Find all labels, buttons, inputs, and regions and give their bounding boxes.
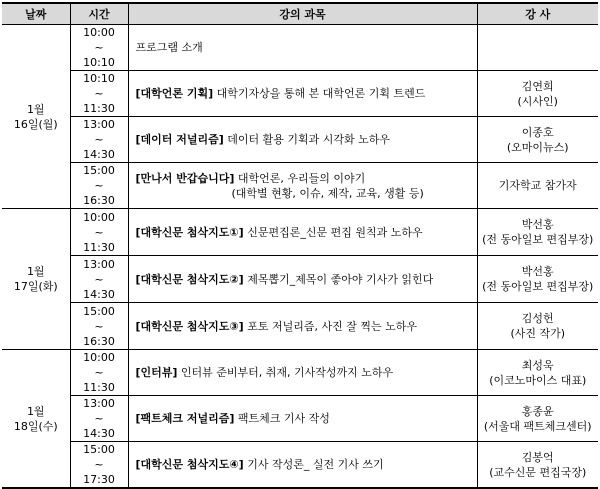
time-separator: ~ — [94, 179, 104, 192]
time-start: 10:00 — [83, 26, 115, 39]
course-tag: [대학언론 기획] — [135, 87, 214, 100]
time-separator: ~ — [94, 458, 104, 471]
header-time: 시간 — [70, 3, 128, 25]
course-cell — [128, 71, 477, 117]
instructor-name: 박선홍 — [521, 218, 554, 231]
instructor-name: 김봉억 — [521, 450, 554, 464]
schedule-table — [2, 2, 598, 489]
date-cell — [2, 350, 70, 489]
session-row — [2, 396, 598, 442]
course-tag: [만나서 반갑습니다] — [135, 171, 235, 185]
course-cell — [128, 396, 477, 442]
course-cell — [128, 117, 477, 163]
session-row — [2, 303, 598, 350]
time-start: 10:00 — [83, 351, 115, 364]
instructor-affiliation: (교수신문 편집국장) — [489, 465, 587, 479]
course-cell — [128, 350, 477, 396]
header-date: 날짜 — [2, 3, 70, 25]
instructor-affiliation: (시사인) — [517, 94, 558, 108]
header-instructor: 강 사 — [477, 3, 598, 25]
instructor-name: 기자학교 참가자 — [498, 179, 577, 192]
time-end: 16:30 — [83, 334, 115, 348]
instructor-cell — [477, 25, 598, 71]
time-cell — [70, 163, 128, 209]
time-cell — [70, 256, 128, 303]
header-course: 강의 과목 — [128, 3, 477, 25]
time-separator: ~ — [94, 225, 104, 239]
date-line-day: 16일(월) — [13, 117, 58, 131]
session-row — [2, 442, 598, 489]
header-row — [2, 3, 598, 25]
time-separator: ~ — [94, 133, 104, 146]
instructor-name: 박선홍 — [521, 265, 554, 278]
course-tag: [대학신문 첨삭지도①] — [135, 225, 244, 239]
time-cell — [70, 117, 128, 163]
time-start: 15:00 — [83, 304, 115, 318]
date-cell — [2, 25, 70, 209]
time-end: 11:30 — [83, 240, 115, 254]
time-end: 16:30 — [83, 194, 115, 207]
instructor-cell — [477, 396, 598, 442]
instructor-affiliation: (전 동아일보 편집부장) — [482, 280, 594, 293]
instructor-cell — [477, 71, 598, 117]
instructor-cell — [477, 442, 598, 489]
course-title: 대학기자상을 통해 본 대학언론 기획 트렌드 — [213, 87, 426, 100]
schedule-body — [2, 25, 598, 489]
session-row — [2, 163, 598, 209]
time-start: 10:00 — [83, 210, 115, 224]
time-end: 14:30 — [83, 287, 115, 301]
time-end: 14:30 — [83, 148, 115, 161]
time-cell — [70, 350, 128, 396]
instructor-affiliation: (서울대 팩트체크센터) — [483, 419, 592, 433]
time-separator: ~ — [94, 319, 104, 333]
course-tag: [인터뷰] — [135, 366, 178, 379]
course-tag: [팩트체크 저널리즘] — [135, 412, 235, 425]
instructor-cell — [477, 303, 598, 350]
course-subtitle: (대학별 현황, 이슈, 제작, 교육, 생활 등) — [231, 186, 424, 200]
time-cell — [70, 442, 128, 489]
instructor-cell — [477, 163, 598, 209]
time-separator: ~ — [94, 366, 104, 379]
time-start: 13:00 — [83, 257, 115, 271]
time-separator: ~ — [94, 272, 104, 286]
course-title: 포토 저널리즘, 사진 잘 찍는 노하우 — [243, 319, 417, 333]
instructor-name: 홍종윤 — [521, 404, 554, 418]
course-title: 팩트체크 기사 작성 — [234, 412, 330, 425]
instructor-name: 김성헌 — [521, 312, 554, 325]
course-cell — [128, 442, 477, 489]
session-row — [2, 209, 598, 256]
time-end: 10:10 — [83, 56, 115, 69]
instructor-name: 김연희 — [521, 79, 554, 93]
date-line-month: 1월 — [26, 102, 45, 116]
course-cell — [128, 163, 477, 209]
instructor-cell — [477, 117, 598, 163]
date-line-day: 18일(수) — [13, 419, 58, 433]
course-title: 신문편집론_신문 편집 원칙과 노하우 — [243, 225, 423, 239]
time-separator: ~ — [94, 412, 104, 425]
date-line-month: 1월 — [26, 404, 45, 418]
session-row — [2, 71, 598, 117]
course-title: 프로그램 소개 — [135, 41, 203, 54]
course-cell — [128, 25, 477, 71]
course-title: 인터뷰 준비부터, 취재, 기사작성까지 노하우 — [177, 366, 394, 379]
session-row — [2, 350, 598, 396]
instructor-affiliation: (사진 작가) — [510, 327, 566, 340]
time-end: 11:30 — [83, 381, 115, 394]
course-cell — [128, 303, 477, 350]
time-start: 15:00 — [83, 164, 115, 177]
course-tag: [대학신문 첨삭지도③] — [135, 319, 244, 333]
instructor-cell — [477, 256, 598, 303]
time-start: 10:10 — [83, 72, 115, 85]
time-cell — [70, 25, 128, 71]
instructor-name: 최성욱 — [521, 358, 554, 372]
time-cell — [70, 209, 128, 256]
course-title: 대학언론, 우리들의 이야기 — [234, 171, 366, 185]
time-separator: ~ — [94, 41, 104, 54]
instructor-affiliation: (오마이뉴스) — [506, 140, 569, 154]
course-tag: [대학신문 첨삭지도④] — [135, 458, 244, 471]
instructor-name: 이종호 — [521, 125, 554, 139]
session-row — [2, 25, 598, 71]
time-separator: ~ — [94, 87, 104, 100]
course-tag: [대학신문 첨삭지도②] — [135, 272, 244, 286]
course-tag: [데이터 저널리즘] — [135, 133, 224, 146]
time-end: 14:30 — [83, 427, 115, 440]
instructor-cell — [477, 350, 598, 396]
instructor-affiliation: (이코노마이스 대표) — [489, 373, 587, 387]
time-cell — [70, 303, 128, 350]
course-title: 기사 작성론_ 실전 기사 쓰기 — [243, 458, 384, 471]
time-start: 13:00 — [83, 397, 115, 410]
date-line-day: 17일(화) — [13, 280, 58, 293]
time-start: 15:00 — [83, 443, 115, 456]
course-cell — [128, 256, 477, 303]
time-cell — [70, 396, 128, 442]
date-line-month: 1월 — [26, 265, 45, 278]
course-title: 데이터 활용 기획과 시각화 노하우 — [223, 133, 391, 146]
session-row — [2, 117, 598, 163]
course-title: 제목뽑기_제목이 좋아야 기사가 읽힌다 — [243, 272, 434, 286]
session-row — [2, 256, 598, 303]
time-end: 11:30 — [83, 102, 115, 115]
time-end: 17:30 — [83, 473, 115, 486]
time-start: 13:00 — [83, 118, 115, 131]
instructor-affiliation: (전 동아일보 편집부장) — [482, 233, 594, 246]
time-cell — [70, 71, 128, 117]
instructor-cell — [477, 209, 598, 256]
date-cell — [2, 209, 70, 350]
course-cell — [128, 209, 477, 256]
